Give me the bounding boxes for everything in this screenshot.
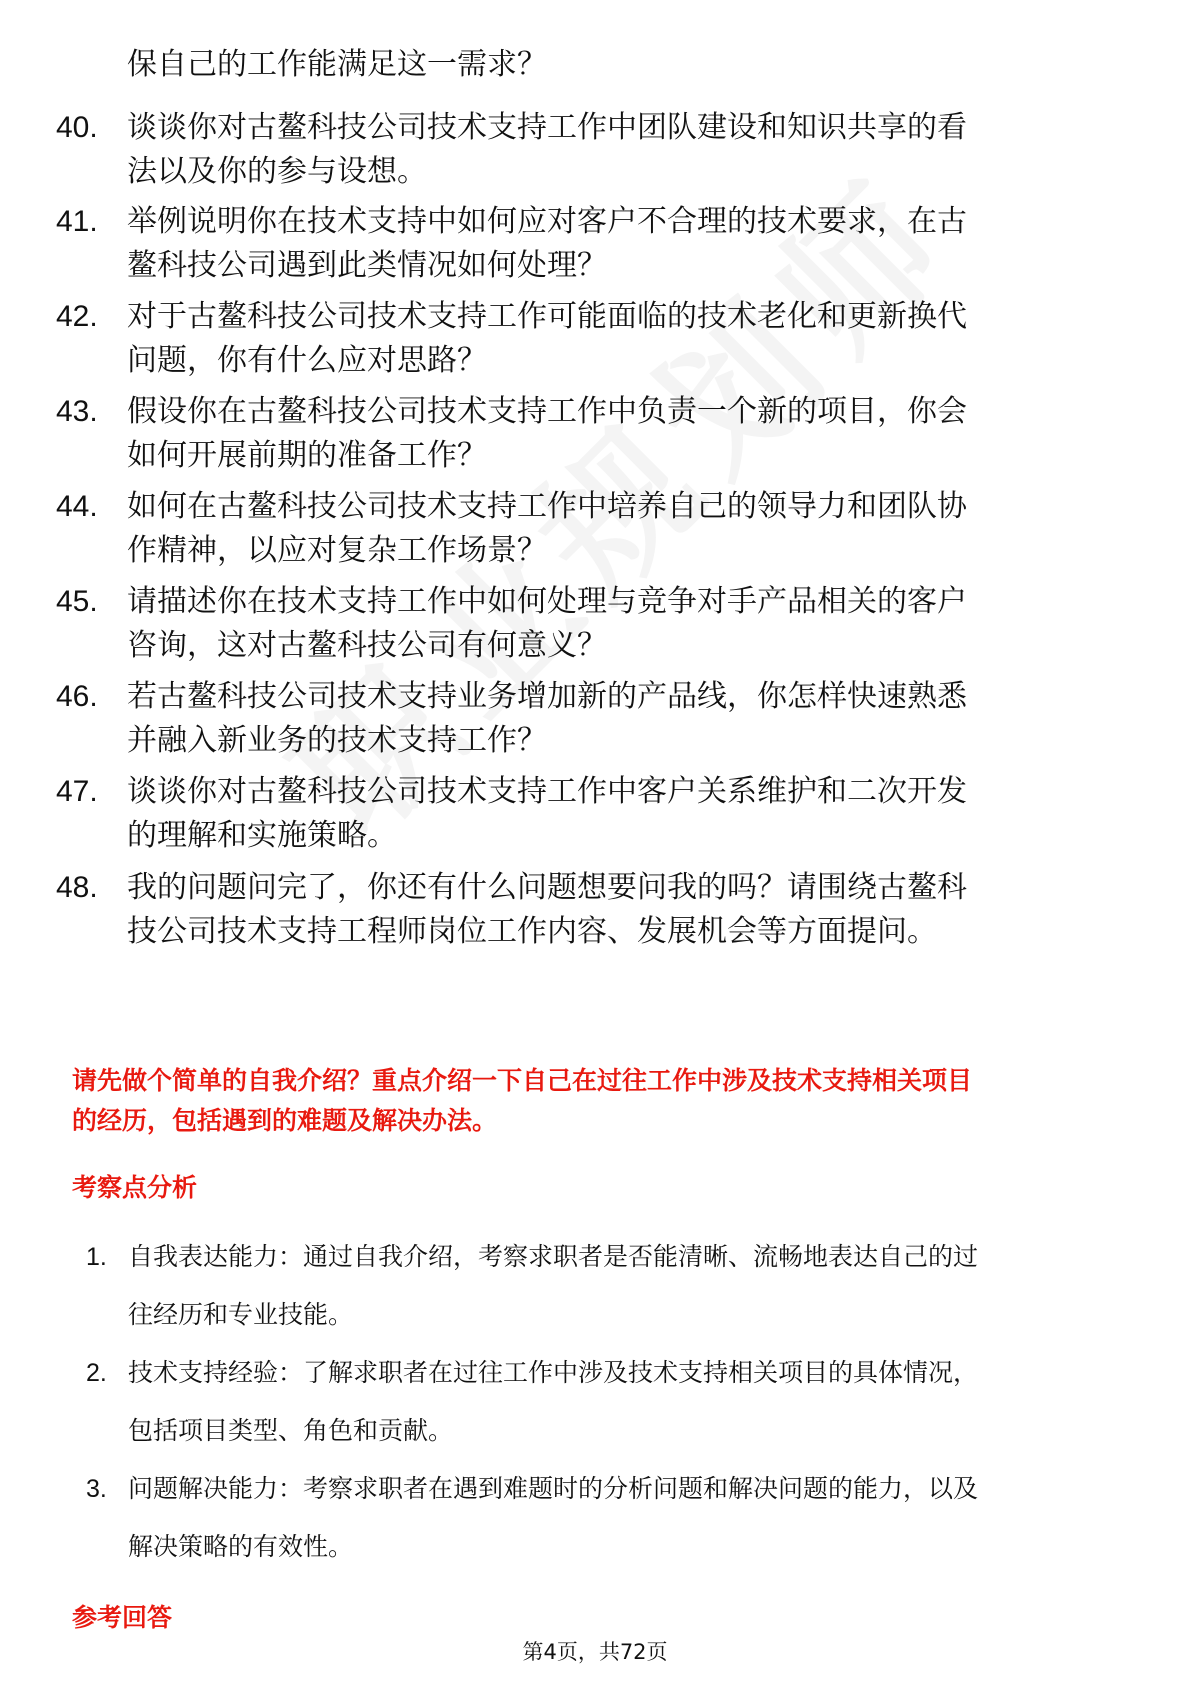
analysis-line: 包括项目类型、角色和贡献。 bbox=[128, 1416, 454, 1445]
question-line: 假设你在古鳌科技公司技术支持工作中负责一个新的项目，你会 bbox=[127, 394, 967, 429]
question-line: 举例说明你在技术支持中如何应对客户不合理的技术要求，在古 bbox=[127, 204, 967, 239]
analysis-line: 问题解决能力：考察求职者在遇到难题时的分析问题和解决问题的能力，以及 bbox=[128, 1474, 979, 1503]
question-number: 48. bbox=[56, 871, 98, 904]
question-text bbox=[127, 580, 1127, 668]
analysis-line: 往经历和专业技能。 bbox=[128, 1300, 354, 1329]
question-text bbox=[127, 770, 1127, 858]
question-number: 43. bbox=[56, 395, 98, 428]
analysis-number: 3. bbox=[86, 1475, 107, 1503]
analysis-line: 技术支持经验：了解求职者在过往工作中涉及技术支持相关项目的具体情况， bbox=[128, 1358, 979, 1387]
question-text bbox=[127, 106, 1127, 194]
question-line: 的理解和实施策略。 bbox=[127, 818, 397, 853]
question-line: 法以及你的参与设想。 bbox=[127, 154, 427, 189]
prompt-line: 请先做个简单的自我介绍？重点介绍一下自己在过往工作中涉及技术支持相关项目 bbox=[72, 1066, 973, 1095]
prompt-line: 的经历，包括遇到的难题及解决办法。 bbox=[72, 1106, 498, 1135]
question-line: 如何开展前期的准备工作？ bbox=[127, 438, 487, 473]
question-line: 技公司技术支持工程师岗位工作内容、发展机会等方面提问。 bbox=[127, 914, 937, 949]
question-line: 咨询，这对古鳌科技公司有何意义？ bbox=[127, 628, 607, 663]
question-text bbox=[127, 485, 1127, 573]
question-number: 47. bbox=[56, 775, 98, 808]
question-number: 44. bbox=[56, 490, 98, 523]
analysis-line: 解决策略的有效性。 bbox=[128, 1532, 354, 1561]
question-text bbox=[127, 295, 1127, 383]
question-line: 问题，你有什么应对思路？ bbox=[127, 343, 487, 378]
question-line: 对于古鳌科技公司技术支持工作可能面临的技术老化和更新换代 bbox=[127, 299, 967, 334]
question-number: 41. bbox=[56, 205, 98, 238]
question-line: 谈谈你对古鳌科技公司技术支持工作中客户关系维护和二次开发 bbox=[127, 774, 967, 809]
question-line: 并融入新业务的技术支持工作？ bbox=[127, 723, 547, 758]
analysis-text bbox=[128, 1228, 1128, 1344]
question-line: 谈谈你对古鳌科技公司技术支持工作中团队建设和知识共享的看 bbox=[127, 110, 967, 145]
reference-answer-title: 参考回答 bbox=[72, 1603, 173, 1632]
question-number: 46. bbox=[56, 680, 98, 713]
question-text bbox=[127, 390, 1127, 478]
question-continuation: 保自己的工作能满足这一需求？ bbox=[127, 47, 547, 82]
analysis-text bbox=[128, 1460, 1128, 1576]
question-text bbox=[127, 675, 1127, 763]
analysis-text bbox=[128, 1344, 1128, 1460]
question-number: 45. bbox=[56, 585, 98, 618]
analysis-section-title: 考察点分析 bbox=[72, 1173, 198, 1202]
analysis-number: 1. bbox=[86, 1243, 107, 1271]
question-number: 42. bbox=[56, 300, 98, 333]
analysis-number: 2. bbox=[86, 1359, 107, 1387]
question-line: 我的问题问完了，你还有什么问题想要问我的吗？请围绕古鳌科 bbox=[127, 870, 967, 905]
question-line: 作精神，以应对复杂工作场景？ bbox=[127, 533, 547, 568]
question-line: 鳌科技公司遇到此类情况如何处理？ bbox=[127, 248, 607, 283]
question-text bbox=[127, 866, 1127, 954]
question-number: 40. bbox=[56, 111, 98, 144]
question-text bbox=[127, 200, 1127, 288]
page-footer: 第4页，共72页 bbox=[522, 1640, 668, 1664]
question-line: 请描述你在技术支持工作中如何处理与竞争对手产品相关的客户 bbox=[127, 584, 967, 619]
analysis-line: 自我表达能力：通过自我介绍，考察求职者是否能清晰、流畅地表达自己的过 bbox=[128, 1242, 979, 1271]
interview-prompt bbox=[72, 1061, 1132, 1141]
question-line: 若古鳌科技公司技术支持业务增加新的产品线，你怎样快速熟悉 bbox=[127, 679, 967, 714]
question-line: 如何在古鳌科技公司技术支持工作中培养自己的领导力和团队协 bbox=[127, 489, 967, 524]
